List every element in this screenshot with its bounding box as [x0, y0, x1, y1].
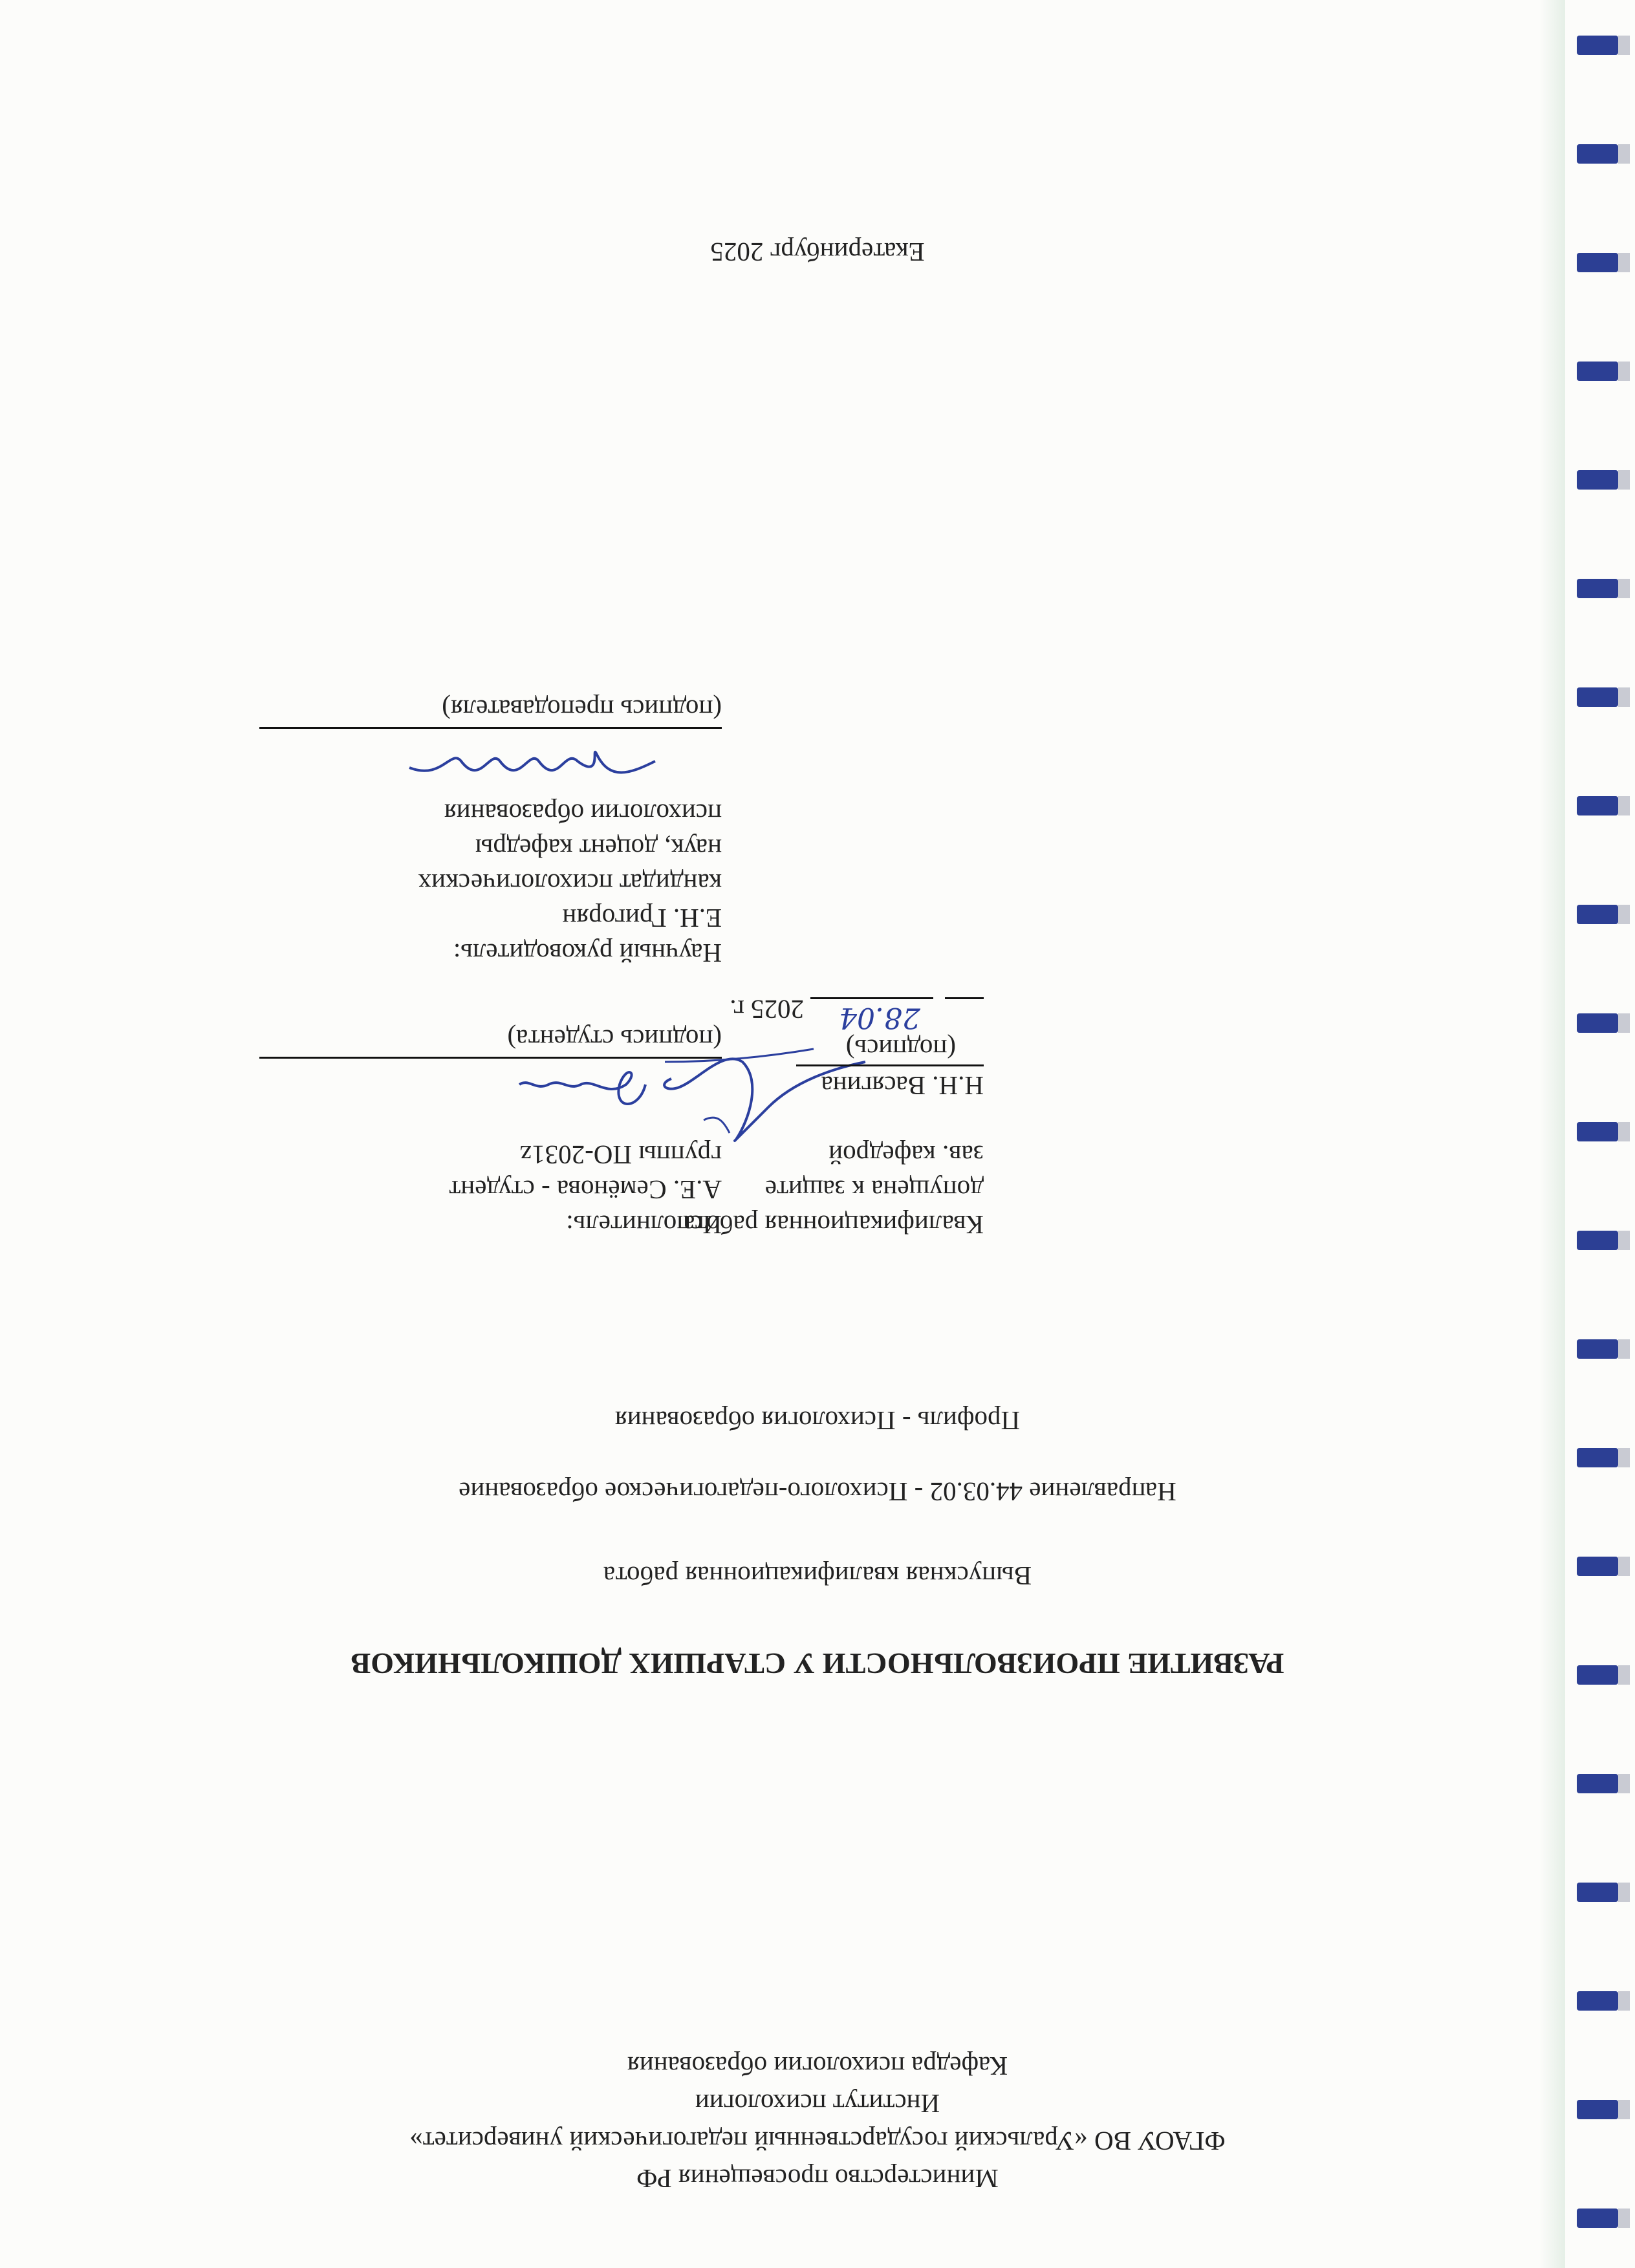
thesis-title: РАЗВИТИЕ ПРОИЗВОЛЬНОСТИ У СТАРШИХ ДОШКОЛЬНИКОВ	[351, 1647, 1284, 1680]
supervisor-name: Е.Н. Григорян	[562, 903, 722, 933]
supervisor-degree-1: кандидат психологических	[418, 869, 722, 898]
executor-group: группы ПО-2031z	[519, 1140, 722, 1170]
admission-head-name: Н.Н. Васягина	[821, 1071, 984, 1101]
supervisor-degree-2: наук, доцент кафедры	[475, 834, 722, 863]
supervisor-label: Научный руководитель:	[453, 938, 722, 968]
direction-line: Направление 44.03.02 - Психолого-педагогическое образование	[459, 1477, 1176, 1507]
head-sign-line	[796, 1064, 984, 1066]
work-type: Выпускная квалификационная работа	[603, 1561, 1032, 1591]
handwritten-date	[810, 995, 933, 1041]
executor-label: Исполнитель:	[566, 1210, 722, 1240]
student-signature	[510, 1052, 665, 1123]
profile-line: Профиль - Психология образования	[614, 1406, 1021, 1436]
admission-year: 2025 г.	[730, 995, 804, 1024]
supervisor-sign-line	[259, 727, 722, 729]
university-line: ФГАОУ ВО «Уральский государственный педагогический университет»	[409, 2126, 1226, 2156]
student-sign-caption: (подпись студента)	[507, 1024, 722, 1054]
handwritten-date-text: 28.04	[839, 1001, 920, 1034]
admission-line3: зав. кафедрой	[828, 1140, 984, 1170]
institute-line: Институт психологии	[695, 2089, 940, 2119]
admission-line2: допущена к защите	[764, 1175, 984, 1205]
admission-line1: Квалификационная работа	[683, 1210, 984, 1240]
supervisor-degree-3: психологии образования	[444, 799, 722, 828]
executor-name: А.Е. Семёнова - студент	[449, 1175, 722, 1205]
supervisor-signature	[396, 729, 668, 800]
supervisor-sign-caption: (подпись преподавателя)	[442, 695, 722, 724]
department-line: Кафедра психологии образования	[627, 2051, 1008, 2081]
city-year: Екатеринбург 2025	[710, 237, 925, 267]
date-day-line	[945, 997, 984, 999]
head-sign-caption: (подпись)	[845, 1034, 956, 1064]
student-sign-line	[259, 1057, 722, 1059]
ministry-line: Министерство просвещения РФ	[636, 2164, 999, 2194]
date-month-line	[810, 997, 933, 999]
